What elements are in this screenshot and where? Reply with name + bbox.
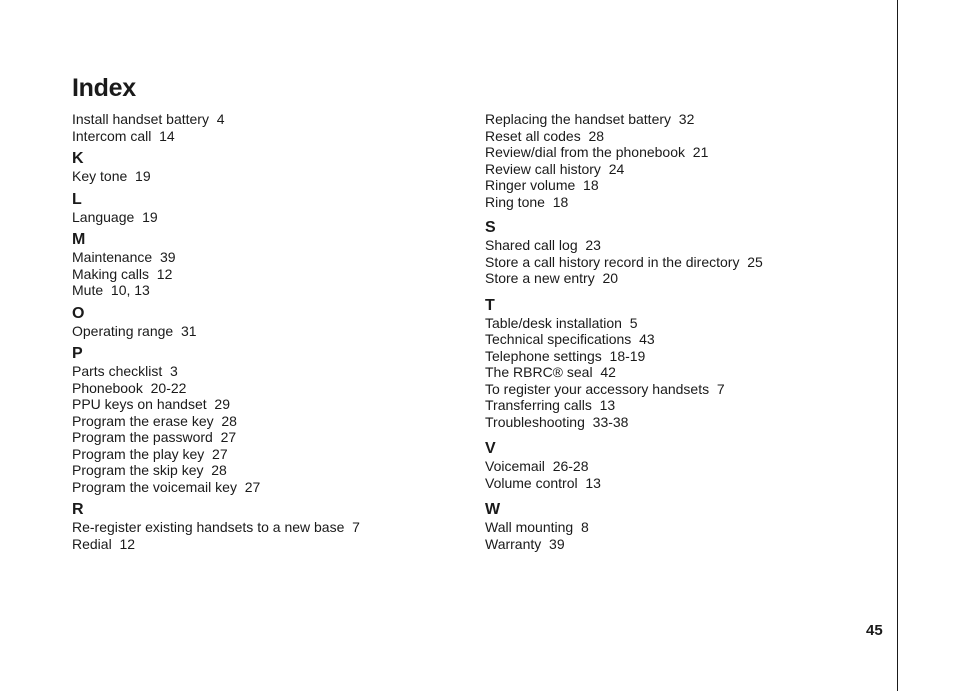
index-entry: Transferring calls 13: [485, 397, 616, 413]
section-letter-v: V: [485, 440, 496, 457]
section-letter-s: S: [485, 219, 496, 236]
section-letter-l: L: [72, 190, 82, 208]
index-entry: Program the voicemail key 27: [72, 478, 261, 495]
index-entry: Program the password 27: [72, 429, 237, 445]
index-entry: Intercom call 14: [72, 127, 175, 144]
section-letter-p: P: [72, 345, 83, 362]
section-letter-m: M: [72, 231, 86, 248]
index-entry: Program the skip key 28: [72, 462, 227, 478]
page-number: 45: [866, 622, 883, 639]
index-entry: Program the play key 27: [72, 445, 228, 462]
index-entry: Operating range 31: [72, 322, 197, 339]
index-entry: Troubleshooting 33-38: [485, 413, 629, 430]
index-entry: Install handset battery 4: [72, 111, 225, 127]
index-entry: Volume control 13: [485, 474, 601, 491]
page-title: Index: [72, 74, 136, 102]
section-letter-t: T: [485, 296, 495, 314]
section-letter-o: O: [72, 304, 85, 322]
index-entry: Review/dial from the phonebook 21: [485, 144, 709, 160]
index-entry: Store a call history record in the directory 25: [485, 253, 763, 270]
index-entry: Wall mounting 8: [485, 519, 589, 535]
index-entry: Maintenance 39: [72, 249, 176, 265]
index-entry: Program the erase key 28: [72, 412, 237, 429]
index-entry: Ring tone 18: [485, 193, 569, 210]
section-letter-k: K: [72, 150, 84, 167]
index-entry: Phonebook 20-22: [72, 379, 187, 396]
index-entry: Reset all codes 28: [485, 127, 605, 144]
index-entry: Warranty 39: [485, 535, 565, 552]
index-right-column: [485, 111, 763, 552]
index-entry: Store a new entry 20: [485, 270, 619, 286]
index-entry: Ringer volume 18: [485, 177, 599, 193]
section-letter-w: W: [485, 501, 501, 518]
index-entry: Language 19: [72, 208, 158, 225]
index-entry: Making calls 12: [72, 265, 173, 282]
index-entry: To register your accessory handsets 7: [485, 380, 725, 397]
index-entry: Table/desk installation 5: [485, 314, 638, 331]
index-entry: Re-register existing handsets to a new base 7: [72, 519, 360, 535]
index-entry: Replacing the handset battery 32: [485, 111, 695, 127]
section-letter-r: R: [72, 501, 84, 518]
page-edge-rule: [897, 0, 898, 691]
index-entry: Review call history 24: [485, 160, 625, 177]
index-entry: Technical specifications 43: [485, 331, 655, 347]
index-left-column: [72, 111, 360, 552]
index-entry: Voicemail 26-28: [485, 458, 589, 474]
index-entry: Parts checklist 3: [72, 363, 178, 379]
index-entry: Shared call log 23: [485, 237, 601, 253]
index-entry: Telephone settings 18-19: [485, 347, 646, 364]
index-entry: Key tone 19: [72, 168, 151, 184]
index-entry: Redial 12: [72, 535, 136, 552]
index-entry: The RBRC® seal 42: [485, 364, 616, 380]
index-entry: Mute 10, 13: [72, 282, 150, 298]
index-entry: PPU keys on handset 29: [72, 396, 230, 412]
